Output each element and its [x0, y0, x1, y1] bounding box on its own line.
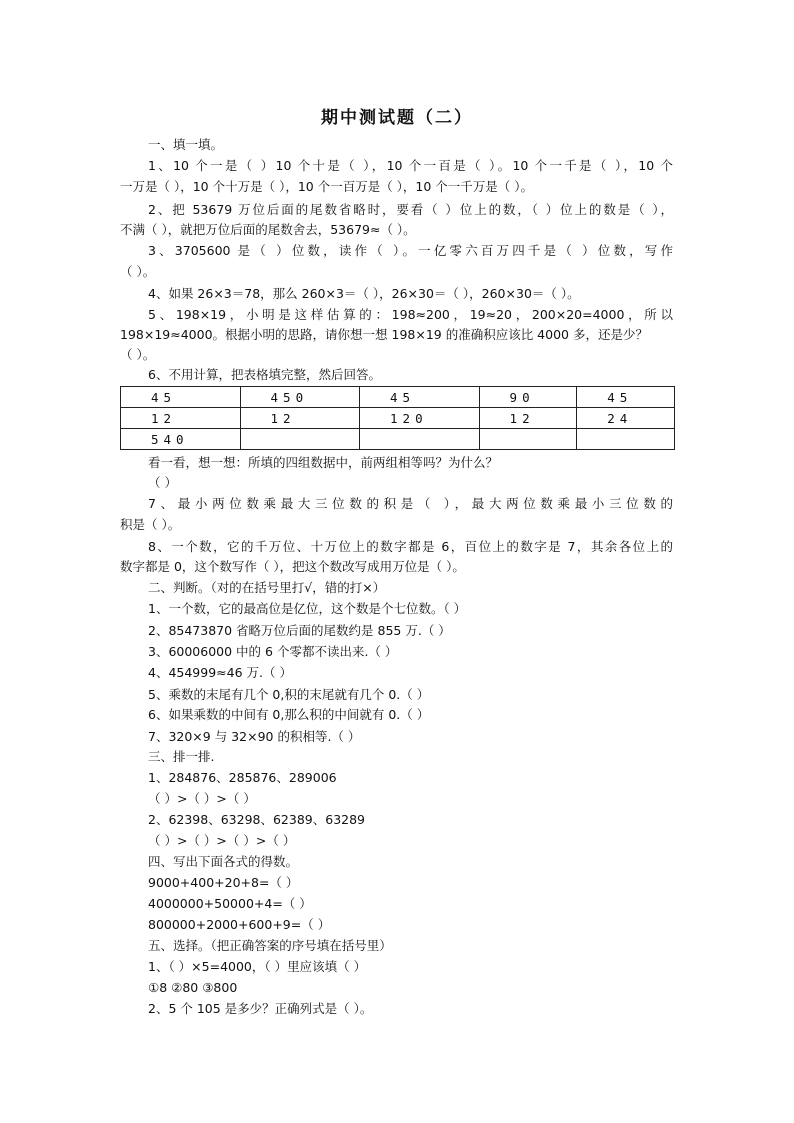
table-cell[interactable]: [240, 429, 360, 450]
table-row: [121, 387, 675, 408]
table-cell: 45: [577, 387, 675, 408]
judge-item: 5、乘数的末尾有几个 0,积的末尾就有几个 0.（ ）: [148, 687, 430, 702]
q5-line3: （ ）。: [120, 347, 156, 362]
page-title: 期中测试题（二）: [321, 108, 473, 128]
choice-options: ①8 ②80 ③800: [148, 980, 238, 995]
q5-line2: 198×19≈4000。根据小明的思路，请你想一想 198×19 的准确积应该比 4000 多，还是少？: [120, 327, 648, 342]
table-cell: 24: [577, 408, 675, 429]
calc-item: 9000+400+20+8=（ ）: [148, 875, 299, 890]
judge-item: 4、454999≈46 万.（ ）: [148, 665, 292, 680]
q4-text: 4、如果 26×3＝78，那么 260×3＝（ ），26×30＝（ ），260×30＝（ ）。: [148, 286, 580, 301]
judge-item: 3、60006000 中的 6 个零都不读出来.（ ）: [148, 644, 398, 659]
table-cell: 12: [479, 408, 577, 429]
judge-item: 1、一个数，它的最高位是亿位，这个数是个七位数。（ ）: [148, 601, 467, 616]
q2-line1: 2、把 53679 万位后面的尾数省略时，要看（ ）位上的数，（ ）位上的数是（ ），: [148, 202, 673, 217]
table-cell: 12: [240, 408, 360, 429]
choice-item: 2、5 个 105 是多少？正确列式是（ ）。: [148, 1001, 373, 1016]
choice-item: 1、（ ）×5=4000，（ ）里应该填（ ）: [148, 959, 367, 974]
table-cell: 540: [121, 429, 241, 450]
table-cell[interactable]: [360, 429, 480, 450]
judge-item: 7、320×9 与 32×90 的积相等.（ ）: [148, 729, 361, 744]
table-cell: 45: [121, 387, 241, 408]
table-row: [121, 408, 675, 429]
table-cell[interactable]: [479, 429, 577, 450]
q6-table: [120, 386, 675, 450]
calc-item: 800000+2000+600+9=（ ）: [148, 917, 331, 932]
order-item: 2、62398、63298、62389、63289: [148, 812, 366, 827]
table-cell: 450: [240, 387, 360, 408]
judge-item: 2、85473870 省略万位后面的尾数约是 855 万.（ ）: [148, 623, 451, 638]
table-row: [121, 429, 675, 450]
q7-line2: 积是（ ）。: [120, 517, 181, 532]
q6-after2: （ ）: [148, 475, 177, 490]
q1-line1: 1、10 个一是（ ）10 个十是（ ），10 个一百是（ ）。10 个一千是（ ），10 个: [148, 158, 673, 173]
calc-item: 4000000+50000+4=（ ）: [148, 896, 312, 911]
section4-heading: 四、写出下面各式的得数。: [148, 854, 299, 869]
q5-line1: 5、198×19，小明是这样估算的：198≈200，19≈20，200×20=4000，所以: [148, 307, 673, 322]
q1-line2: 一万是（ ），10 个十万是（ ），10 个一百万是（ ），10 个一千万是（ ）。: [120, 179, 534, 194]
q2-line2: 不满（ ），就把万位后面的尾数舍去，53679≈（ ）。: [120, 222, 416, 237]
q3-line1: 3、3705600 是（ ）位数，读作（ ）。一亿零六百万四千是（ ）位数，写作: [148, 243, 673, 258]
section2-heading: 二、判断。（对的在括号里打√，错的打×）: [148, 580, 386, 595]
judge-item: 6、如果乘数的中间有 0,那么积的中间就有 0.（ ）: [148, 707, 430, 722]
q8-line1: 8、一个数，它的千万位、十万位上的数字都是 6，百位上的数字是 7，其余各位上的: [148, 539, 673, 554]
q8-line2: 数字都是 0，这个数写作（ ），把这个数改写成用万位是（ ）。: [120, 559, 465, 574]
section5-heading: 五、选择。（把正确答案的序号填在括号里）: [148, 938, 392, 953]
section3-heading: 三、排一排.: [148, 749, 215, 764]
table-cell: 12: [121, 408, 241, 429]
q6-after1: 看一看，想一想：所填的四组数据中，前两组相等吗？为什么？: [148, 455, 499, 470]
order-item: （ ）>（ ）>（ ）>（ ）: [148, 833, 296, 848]
order-item: （ ）>（ ）>（ ）: [148, 791, 256, 806]
table-cell: 120: [360, 408, 480, 429]
q3-line2: （ ）。: [120, 264, 156, 279]
q6-text: 6、不用计算，把表格填完整，然后回答。: [148, 367, 381, 382]
order-item: 1、284876、285876、289006: [148, 770, 337, 785]
table-cell[interactable]: [577, 429, 675, 450]
table-cell: 45: [360, 387, 480, 408]
q7-line1: 7、最小两位数乘最大三位数的积是（ ），最大两位数乘最小三位数的: [148, 496, 673, 511]
section1-heading: 一、填一填。: [148, 137, 224, 152]
table-cell: 90: [479, 387, 577, 408]
